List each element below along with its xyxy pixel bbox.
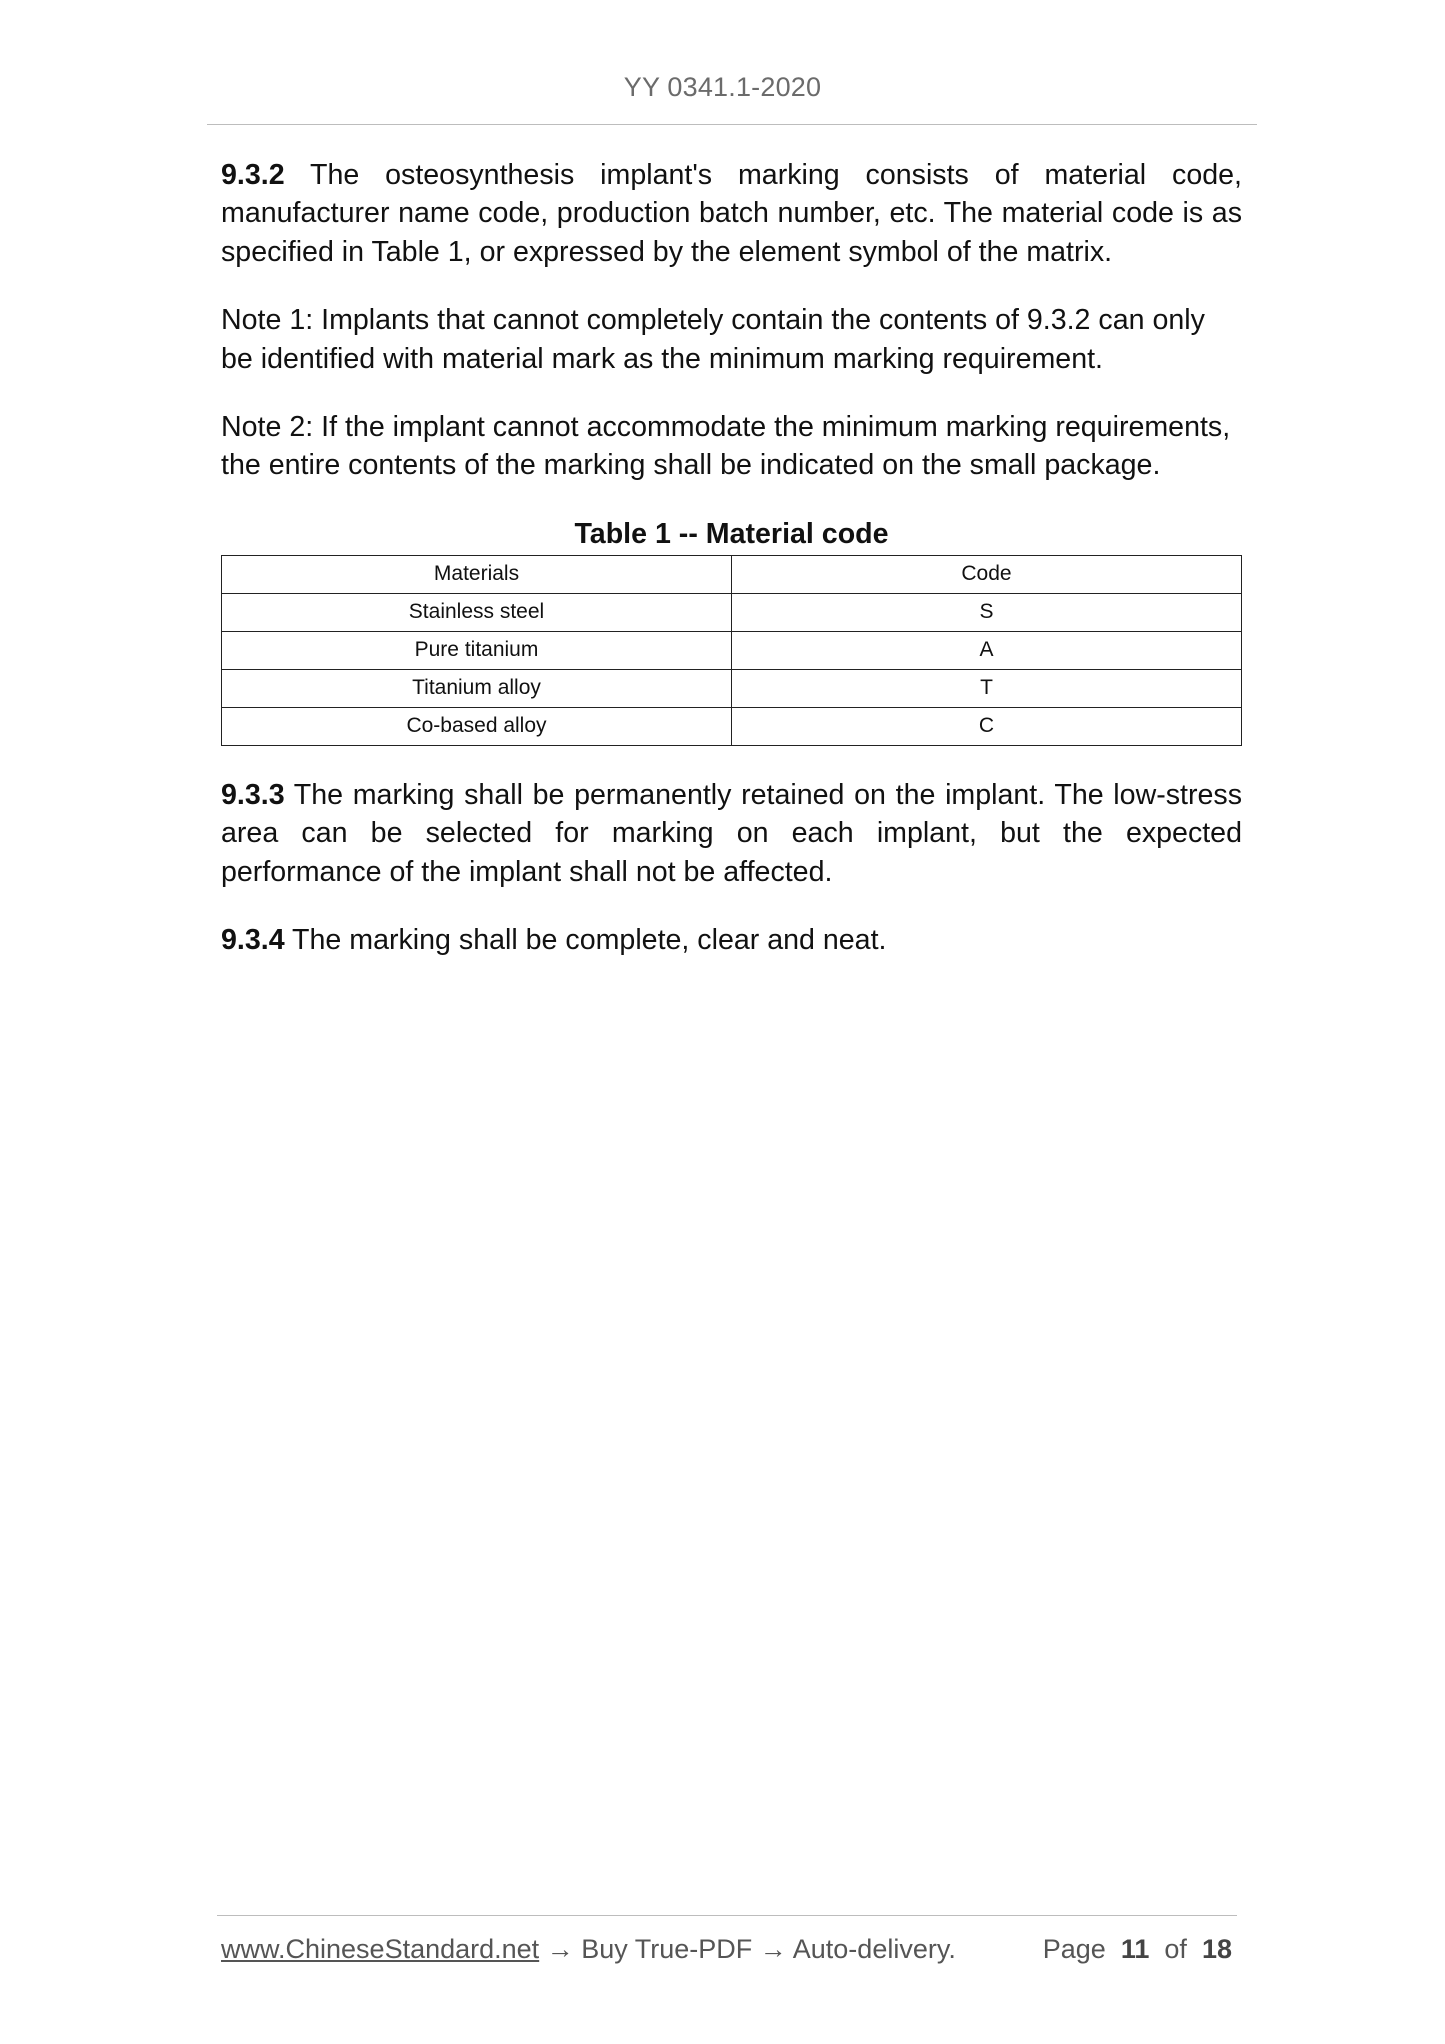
section-text: The osteosynthesis implant's marking consists of material code, manufacturer name code, production batch number, etc. The material code is as specified in Table 1, or expressed by the element symbol of the matrix. (221, 159, 1242, 268)
page-label: Page (1042, 1934, 1106, 1964)
note-2: Note 2: If the implant cannot accommodate the minimum marking requirements, the entire contents of the marking shall be indicated on the small package. (221, 411, 1231, 482)
table-cell-material: Pure titanium (222, 631, 732, 669)
section-number: 9.3.2 (221, 159, 285, 191)
footer-promo (221, 1934, 956, 1965)
section-9-3-3 (221, 776, 1242, 891)
section-text: The marking shall be permanently retained on the implant. The low-stress area can be selected for marking on each implant, but the expected performance of the implant shall not be affected. (221, 778, 1242, 888)
table-cell-material: Titanium alloy (222, 669, 732, 707)
footer-divider (217, 1915, 1237, 1916)
table-cell-code: S (732, 593, 1242, 631)
note-1: Note 1: Implants that cannot completely contain the contents of 9.3.2 can only be identified with material mark as the minimum marking requirement. (221, 304, 1205, 375)
page-indicator (1043, 1934, 1232, 1965)
table-header-row (222, 555, 1242, 593)
table-row (222, 707, 1242, 745)
page-current: 11 (1120, 1934, 1150, 1964)
section-9-3-4 (221, 921, 1242, 959)
material-code-table (221, 555, 1242, 746)
table-header-cell: Code (732, 555, 1242, 593)
table-cell-code: C (732, 707, 1242, 745)
document-code-header: YY 0341.1-2020 (623, 72, 822, 102)
table-row (222, 669, 1242, 707)
table-caption: Table 1 -- Material code (574, 517, 889, 550)
buy-true-pdf-link: Buy True-PDF (581, 1934, 753, 1964)
auto-delivery-text: Auto-delivery. (792, 1934, 956, 1964)
page-of: of (1164, 1934, 1187, 1964)
page-total: 18 (1201, 1934, 1232, 1964)
arrow-icon: → (752, 1934, 793, 1964)
header-divider (207, 124, 1257, 125)
table-row (222, 593, 1242, 631)
table-header-cell: Materials (222, 555, 732, 593)
arrow-icon: → (539, 1934, 582, 1964)
table-row (222, 631, 1242, 669)
section-text: The marking shall be complete, clear and neat. (284, 924, 887, 957)
table-cell-code: T (732, 669, 1242, 707)
section-number: 9.3.3 (221, 778, 285, 811)
section-9-3-2 (221, 156, 1242, 271)
table-cell-code: A (732, 631, 1242, 669)
table-cell-material: Co-based alloy (222, 707, 732, 745)
website-link[interactable]: www.ChineseStandard.net (221, 1934, 540, 1964)
table-cell-material: Stainless steel (222, 593, 732, 631)
page-content (221, 156, 1242, 989)
section-number: 9.3.4 (221, 924, 285, 957)
